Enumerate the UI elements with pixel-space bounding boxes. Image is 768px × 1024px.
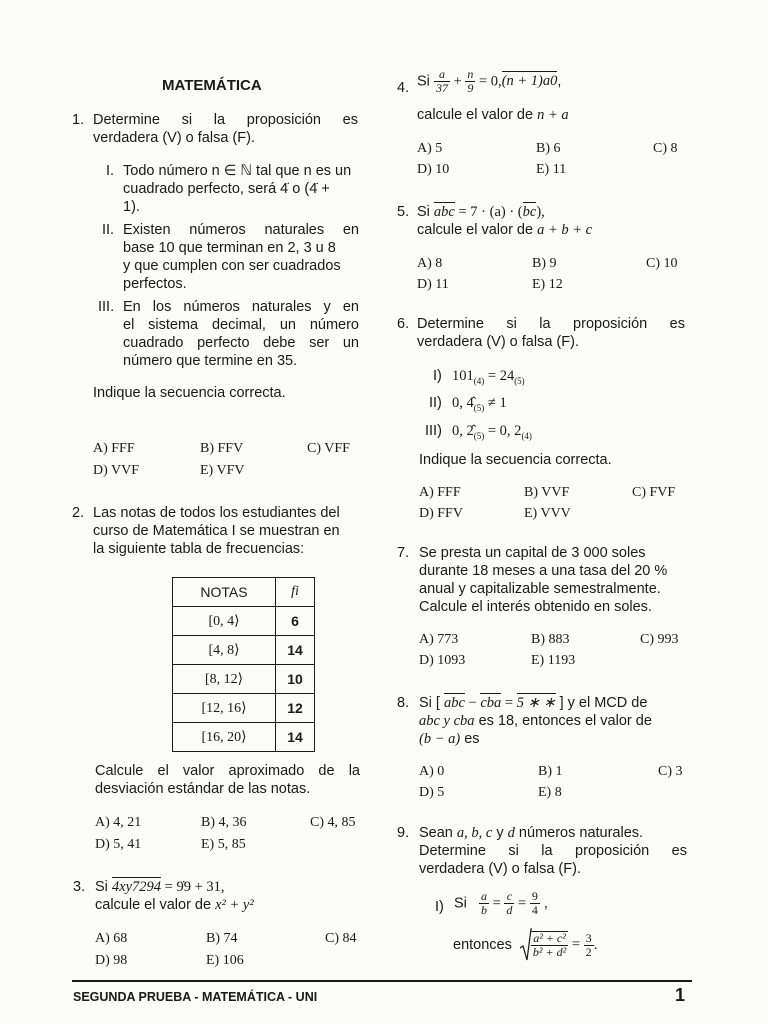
fraction: $\frac{a}{37}$ (435, 67, 448, 95)
option-c: C) 3 (658, 764, 683, 779)
fraction: $\frac{c}{d}$ (506, 889, 513, 917)
item-line: En los números naturales y en (123, 299, 359, 315)
text: ), (536, 204, 545, 220)
question-number: 8. (397, 695, 410, 711)
question-stem-line (95, 879, 225, 896)
item-label: I) (435, 899, 444, 915)
option-e: E) 106 (206, 953, 244, 968)
option-d: D) 1093 (419, 653, 466, 668)
frequency-cell: 14 (276, 636, 315, 665)
item-line: número que termine en 35. (123, 353, 298, 369)
item-label: I. (106, 163, 115, 179)
question-number: 9. (397, 825, 410, 841)
text: = 9̇9 + 31, (161, 879, 225, 895)
question-stem-line: desviación estándar de las notas. (95, 781, 311, 797)
question-stem-line: verdadera (V) o falsa (F). (417, 334, 579, 350)
option-c: C) VFF (307, 441, 350, 456)
question-stem-line: (b − a) es (419, 731, 480, 747)
option-e: E) VVV (524, 506, 571, 521)
overlined-number: abc (433, 204, 455, 220)
option-c: C) 84 (325, 931, 357, 946)
option-b: B) 74 (206, 931, 238, 946)
question-stem-line: verdadera (V) o falsa (F). (93, 130, 255, 146)
question-stem-line: Calcule el valor aproximado de la (95, 763, 360, 779)
question-stem-line: Determine si la proposición es (419, 843, 687, 859)
item-line: cuadrado perfecto debe ser un (123, 335, 359, 351)
option-e: E) 11 (536, 162, 567, 177)
option-a: A) 773 (419, 632, 459, 647)
table-row (173, 636, 315, 665)
table-row (173, 607, 315, 636)
interval-cell: [0, 4⟩ (173, 607, 276, 636)
footer-title: SEGUNDA PRUEBA - MATEMÁTICA - UNI (73, 990, 318, 1004)
option-b: B) 883 (531, 632, 570, 647)
question-number: 5. (397, 204, 410, 220)
item-label: I) (433, 368, 442, 384)
question-stem-line (95, 897, 254, 914)
item-line: Todo número n ∈ ℕ tal que n es un (123, 163, 352, 179)
table-row (173, 665, 315, 694)
footer-rule (72, 980, 692, 982)
option-d: D) VVF (93, 463, 140, 478)
math-expression: n + a (537, 107, 569, 123)
math-expression: abc y cba (419, 713, 475, 729)
math-expression: (b − a) (419, 731, 461, 747)
question-stem-line: Determine si la proposición es (93, 112, 358, 128)
option-e: E) 12 (532, 277, 563, 292)
header-fi: fi (276, 578, 315, 607)
page-number: 1 (675, 985, 686, 1005)
option-b: B) VVF (524, 485, 570, 500)
item-expression: 0, $4̂_{(5)} \ne 1$ (452, 395, 507, 413)
option-b: B) 1 (538, 764, 563, 779)
option-e: E) VFV (200, 463, 245, 478)
option-d: D) 11 (417, 277, 449, 292)
interval-cell: [12, 16⟩ (173, 694, 276, 723)
option-b: B) 4, 36 (201, 815, 247, 830)
question-stem-line: Si [ abc − cba = 5 ∗ ∗ ] y el MCD de (419, 695, 648, 711)
item-expression: 0, $2̂_{(5)} = 0$, $2_{(4)}$ (452, 423, 532, 441)
math-expression: x² + y² (215, 897, 254, 913)
option-e: E) 5, 85 (201, 837, 246, 852)
question-stem-line: curso de Matemática I se muestran en (93, 523, 340, 539)
question-stem-line: Se presta un capital de 3 000 soles (419, 545, 646, 561)
option-c: C) FVF (632, 485, 676, 500)
item-line: perfectos. (123, 276, 187, 292)
overlined-number: cba (480, 695, 502, 711)
option-b: B) FFV (200, 441, 244, 456)
question-stem-line: Las notas de todos los estudiantes del (93, 505, 340, 521)
overlined-number: (n + 1)a0 (501, 73, 558, 90)
interval-cell: [8, 12⟩ (173, 665, 276, 694)
item-expression: $101_{(4)} = 24_{(5)}$ (452, 368, 525, 386)
question-stem-line (417, 107, 569, 124)
question-stem-line: Determine si la proposición es (417, 316, 685, 332)
option-a: A) FFF (93, 441, 135, 456)
text: = 7 · (a) · ( (454, 204, 523, 220)
question-prompt: Indique la secuencia correcta. (93, 385, 286, 401)
sqrt-expression: $\frac{\text{a² + c²}}{\text{b² + d²}}$ (520, 928, 568, 962)
option-a: A) 0 (419, 764, 445, 779)
frequency-cell: 14 (276, 723, 315, 752)
question-number: 7. (397, 545, 410, 561)
interval-cell: [4, 8⟩ (173, 636, 276, 665)
option-d: D) 10 (417, 162, 450, 177)
question-stem-line (417, 204, 545, 221)
question-number: 3. (73, 879, 86, 895)
text: = 0, (475, 73, 502, 90)
overlined-number: 4xy7294 (111, 879, 162, 895)
option-a: A) 5 (417, 141, 443, 156)
option-d: D) 98 (95, 953, 128, 968)
item-label: II) (429, 395, 442, 411)
question-stem-line (417, 68, 561, 95)
fraction: $\frac{9}{4}$ (531, 889, 538, 917)
interval-cell: [16, 20⟩ (173, 723, 276, 752)
question-stem-line: Calcule el interés obtenido en soles. (419, 599, 652, 615)
option-d: D) 5, 41 (95, 837, 142, 852)
option-d: D) 5 (419, 785, 445, 800)
question-number: 1. (72, 112, 85, 128)
question-number: 2. (72, 505, 85, 521)
page-title: MATEMÁTICA (162, 77, 262, 94)
frequency-cell: 6 (276, 607, 315, 636)
text: , (557, 73, 562, 90)
text: Si (417, 73, 430, 90)
item-expression: entonces $\frac{\text{a² + c²}}{\text{b² + d²}}$ = $\frac{3}{2}$ . (453, 928, 598, 962)
math-expression: a + b + c (537, 222, 593, 238)
option-a: A) 68 (95, 931, 128, 946)
option-a: A) FFF (419, 485, 461, 500)
item-line: base 10 que terminan en 2, 3 u 8 (123, 240, 336, 256)
question-stem-line: durante 18 meses a una tasa del 20 % (419, 563, 668, 579)
question-stem-line: verdadera (V) o falsa (F). (419, 861, 581, 877)
question-stem-line: Sean a, b, c y d números naturales. (419, 825, 644, 841)
question-number: 6. (397, 316, 410, 332)
text: + (449, 73, 466, 90)
text: Si (95, 879, 112, 895)
fraction: $\frac{n}{9}$ (467, 67, 474, 95)
frequency-cell: 12 (276, 694, 315, 723)
question-stem-line: abc y cba es 18, entonces el valor de (419, 713, 652, 729)
header-notas: NOTAS (173, 578, 276, 607)
fraction: $\frac{3}{2}$ (585, 930, 592, 959)
question-stem-line: anual y capitalizable semestralmente. (419, 581, 661, 597)
option-b: B) 9 (532, 256, 557, 271)
option-e: E) 8 (538, 785, 562, 800)
overlined-number: abc (443, 695, 465, 711)
text: Si (417, 204, 434, 220)
table-header-row (173, 578, 315, 607)
text: calcule el valor de (95, 897, 216, 913)
question-stem-line: la siguiente tabla de frecuencias: (93, 541, 305, 557)
item-line: Existen números naturales en (123, 222, 359, 238)
overlined-number: bc (522, 204, 537, 220)
question-prompt: Indique la secuencia correcta. (419, 452, 612, 468)
frequency-cell: 10 (276, 665, 315, 694)
option-c: C) 8 (653, 141, 678, 156)
item-label: III) (425, 423, 442, 439)
option-c: C) 4, 85 (310, 815, 356, 830)
item-label: III. (98, 299, 115, 315)
option-e: E) 1193 (531, 653, 576, 668)
table-row (173, 723, 315, 752)
frequency-table (172, 577, 315, 752)
item-line: 1). (123, 199, 140, 215)
option-c: C) 10 (646, 256, 678, 271)
table-row (173, 694, 315, 723)
item-expression: Si $\frac{a}{b}$ = $\frac{c}{d}$ = $\frac{9}{4}$ , (454, 889, 548, 917)
question-number: 4. (397, 80, 410, 96)
question-stem-line (417, 222, 592, 239)
item-line: y que cumplen con ser cuadrados (123, 258, 341, 274)
option-a: A) 8 (417, 256, 443, 271)
text: calcule el valor de (417, 222, 538, 238)
fraction: $\frac{a}{b}$ (480, 889, 487, 917)
option-b: B) 6 (536, 141, 561, 156)
overlined-number: 5 ∗ ∗ (516, 695, 556, 711)
option-c: C) 993 (640, 632, 679, 647)
option-a: A) 4, 21 (95, 815, 142, 830)
option-d: D) FFV (419, 506, 463, 521)
item-line: el sistema decimal, un número (123, 317, 359, 333)
item-line: cuadrado perfecto, será 4̇ o (4̇ + (123, 181, 330, 197)
item-label: II. (102, 222, 115, 238)
text: calcule el valor de (417, 107, 538, 123)
